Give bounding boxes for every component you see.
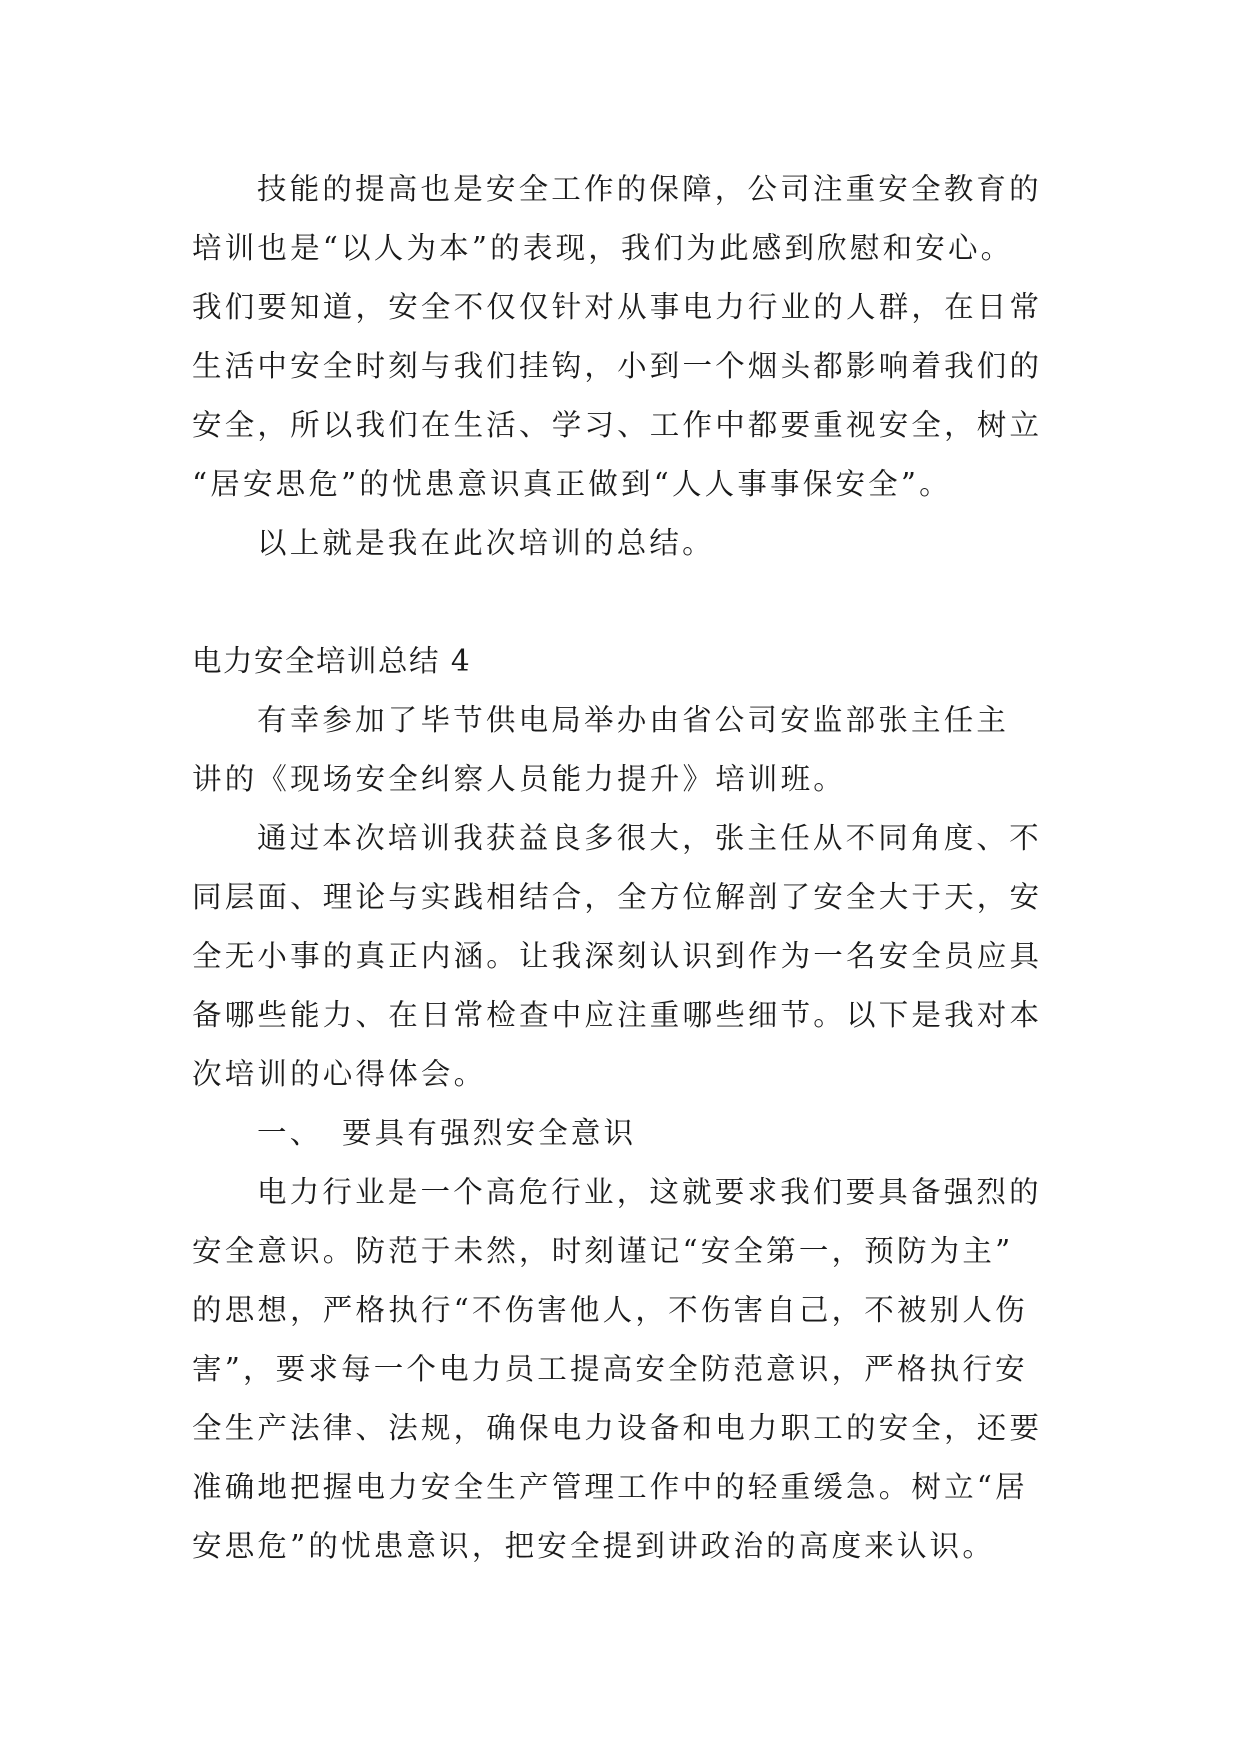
document-body [192, 160, 1072, 1576]
text-line: 通过本次培训我获益良多很大，张主任从不同角度、不 [257, 821, 1042, 855]
text-line: 讲的《现场安全纠察人员能力提升》培训班。 [192, 762, 847, 796]
text-line: 同层面、理论与实践相结合，全方位解剖了安全大于天，安 [192, 880, 1043, 914]
text-line: “居安思危”的忧患意识真正做到“人人事事保安全”。 [192, 467, 952, 501]
text-line: 次培训的心得体会。 [192, 1057, 487, 1091]
text-line: 准确地把握电力安全生产管理工作中的轻重缓急。树立“居 [192, 1470, 1028, 1504]
text-line: 我们要知道，安全不仅仅针对从事电力行业的人群，在日常 [192, 290, 1043, 324]
text-line: 备哪些能力、在日常检查中应注重哪些细节。以下是我对本 [192, 998, 1043, 1032]
text-line: 以上就是我在此次培训的总结。 [257, 526, 715, 560]
text-line: 全无小事的真正内涵。让我深刻认识到作为一名安全员应具 [192, 939, 1043, 973]
subheading-number: 一、 [257, 1116, 323, 1150]
section-heading: 电力安全培训总结 4 [192, 644, 472, 678]
text-line: 安全意识。防范于未然，时刻谨记“安全第一，预防为主” [192, 1234, 1014, 1268]
text-line: 技能的提高也是安全工作的保障，公司注重安全教育的 [257, 172, 1042, 206]
text-line: 有幸参加了毕节供电局举办由省公司安监部张主任主 [257, 703, 1010, 737]
text-line: 安全，所以我们在生活、学习、工作中都要重视安全，树立 [192, 408, 1043, 442]
text-line: 的思想，严格执行“不伤害他人，不伤害自己，不被别人伤 [192, 1293, 1028, 1327]
paragraph-summary-closing [192, 514, 1072, 573]
text-line: 害”，要求每一个电力员工提高安全防范意识，严格执行安 [192, 1352, 1028, 1386]
subheading-safety-awareness [192, 1104, 1072, 1163]
text-line: 电力行业是一个高危行业，这就要求我们要具备强烈的 [257, 1175, 1042, 1209]
paragraph-safety-skills [192, 160, 1072, 514]
paragraph-training-intro [192, 691, 1072, 809]
text-line: 培训也是“以人为本”的表现，我们为此感到欣慰和安心。 [192, 231, 1014, 265]
section-spacer [192, 573, 1072, 632]
paragraph-training-gains [192, 809, 1072, 1104]
paragraph-safety-awareness [192, 1163, 1072, 1576]
text-line: 安思危”的忧患意识，把安全提到讲政治的高度来认识。 [192, 1529, 996, 1563]
text-line: 全生产法律、法规，确保电力设备和电力职工的安全，还要 [192, 1411, 1043, 1445]
text-line: 生活中安全时刻与我们挂钩，小到一个烟头都影响着我们的 [192, 349, 1043, 383]
subheading-title: 要具有强烈安全意识 [342, 1116, 637, 1150]
